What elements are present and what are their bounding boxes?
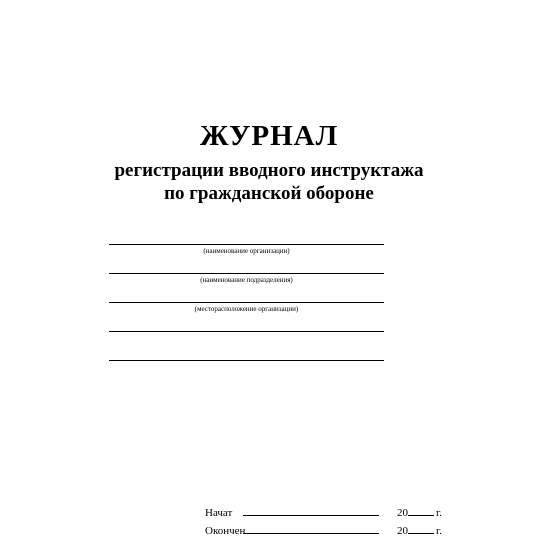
started-label: Начат <box>205 507 233 519</box>
organization-location-caption: (месторасположение организации) <box>194 305 299 313</box>
started-date-line <box>205 506 442 520</box>
ended-year-blank <box>408 524 434 534</box>
organization-location-line <box>109 302 384 303</box>
department-name-line <box>109 273 384 274</box>
ended-year-prefix: 20 <box>397 525 408 537</box>
journal-subtitle-line-2: по гражданской обороне <box>164 183 374 204</box>
ended-date-line <box>205 524 442 538</box>
started-date-blank <box>243 506 379 516</box>
extra-line-1 <box>109 331 384 332</box>
started-year-prefix: 20 <box>397 507 408 519</box>
started-year-blank <box>408 506 434 516</box>
ended-date-blank <box>243 524 379 534</box>
extra-line-2 <box>109 360 384 361</box>
ended-label: Окончен <box>205 525 246 537</box>
journal-subtitle-line-1: регистрации вводного инструктажа <box>114 160 424 181</box>
department-name-field <box>109 273 384 285</box>
journal-title: ЖУРНАЛ <box>199 120 339 152</box>
extra-line-1-rule <box>109 331 384 332</box>
organization-location-field <box>109 302 384 314</box>
organization-name-line <box>109 244 384 245</box>
started-year-suffix: г. <box>436 507 443 519</box>
extra-line-2-rule <box>109 360 384 361</box>
department-name-caption: (наименование подразделения) <box>200 276 293 284</box>
ended-year-suffix: г. <box>436 525 443 537</box>
organization-name-caption: (наименование организации) <box>203 247 290 255</box>
organization-name-field <box>109 244 384 256</box>
